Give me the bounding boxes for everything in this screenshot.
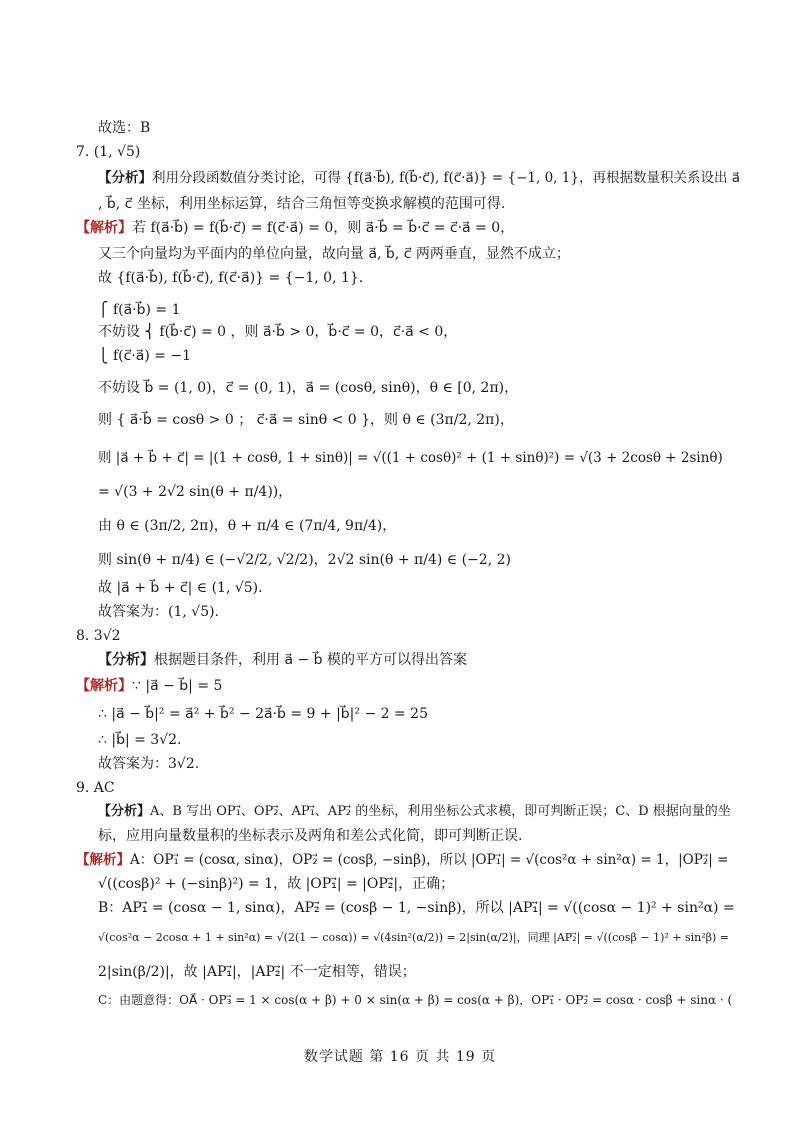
line-content: C：由题意得：OA⃗ · OP₃⃗ = 1 × cos(α + β) + 0 × sin(α + β) = cos(α + β)，OP₁⃗ · OP₂⃗ = cosα · cosβ + sinα · ( [98, 993, 733, 1007]
line-content: 又三个向量均为平面内的单位向量，故向量 a⃗, b⃗, c⃗ 两两垂直，显然不成立； [98, 246, 570, 262]
line-content: 若 f(a⃗·b⃗) = f(b⃗·c⃗) = f(c⃗·a⃗) = 0，则 a⃗·b⃗ = b⃗·c⃗ = c⃗·a⃗ = 0， [132, 220, 515, 236]
text-line [98, 826, 740, 846]
text-line [98, 516, 740, 536]
text-line [98, 378, 740, 398]
text-line [98, 346, 740, 366]
text-line [98, 244, 740, 264]
text-line [98, 990, 740, 1010]
section-tag: 【解析】 [76, 678, 132, 694]
line-content: 故 {f(a⃗·b⃗), f(b⃗·c⃗), f(c⃗·a⃗)} = {−1, 0, 1}. [98, 270, 364, 286]
text-line [98, 754, 740, 774]
text-line [98, 962, 740, 982]
line-content: ⎧ f(a⃗·b⃗) = 1 [98, 302, 181, 318]
text-line [98, 194, 740, 214]
text-line [98, 322, 740, 342]
section-tag: 【分析】 [98, 804, 151, 819]
text-line [98, 874, 740, 894]
line-content: , b⃗, c⃗ 坐标，利用坐标运算，结合三角恒等变换求解模的范围可得. [98, 196, 506, 212]
line-content: 故答案为：3√2. [98, 756, 200, 772]
section-tag: 【解析】 [76, 852, 130, 868]
section-tag: 【分析】 [98, 652, 154, 668]
line-content: 2|sin(β/2)|，故 |AP₁⃗|，|AP₂⃗| 不一定相等，错误； [98, 964, 416, 980]
line-content: ∴ |a⃗ − b⃗|² = a⃗² + b⃗² − 2a⃗·b⃗ = 9 + |b⃗|² − 2 = 25 [98, 706, 428, 722]
line-content: 故 |a⃗ + b⃗ + c⃗| ∈ (1, √5). [98, 580, 263, 596]
text-line [98, 300, 740, 320]
text-line [98, 268, 740, 288]
text-line [98, 550, 740, 570]
line-content: ∴ |b⃗| = 3√2. [98, 732, 182, 748]
text-line [76, 778, 740, 798]
line-content: 根据题目条件，利用 a⃗ − b⃗ 模的平方可以得出答案 [154, 652, 467, 668]
text-line [76, 676, 740, 696]
line-content: 由 θ ∈ (3π/2, 2π)，θ + π/4 ∈ (7π/4, 9π/4)， [98, 518, 397, 534]
line-content: = √(3 + 2√2 sin(θ + π/4))， [98, 484, 293, 500]
text-line [98, 928, 740, 948]
line-content: 则 |a⃗ + b⃗ + c⃗| = |(1 + cosθ, 1 + sinθ)| = √((1 + cosθ)² + (1 + sinθ)²) = √(3 + 2cosθ + 2sinθ) [98, 450, 723, 466]
line-content: 不妨设 ⎨ f(b⃗·c⃗) = 0 ，则 a⃗·b⃗ > 0，b⃗·c⃗ = 0，c⃗·a⃗ < 0， [98, 324, 458, 340]
text-line [98, 482, 740, 502]
line-content: 则 sin(θ + π/4) ∈ (−√2/2, √2/2)，2√2 sin(θ + π/4) ∈ (−2, 2) [98, 552, 511, 568]
line-content: B：AP₁⃗ = (cosα − 1, sinα)，AP₂⃗ = (cosβ − 1, −sinβ)，所以 |AP₁⃗| = √((cosα − 1)² + sin²α) = [98, 900, 735, 916]
line-content: 9. AC [76, 780, 115, 796]
text-line [98, 410, 740, 430]
line-content: 故选：B [98, 120, 151, 136]
line-content: ⎩ f(c⃗·a⃗) = −1 [98, 348, 192, 364]
section-tag: 【解析】 [76, 220, 132, 236]
line-content: 8. 3√2 [76, 628, 121, 644]
line-content: 故答案为：(1, √5). [98, 604, 220, 620]
line-content: √((cosβ)² + (−sinβ)²) = 1，故 |OP₁⃗| = |OP₂⃗|，正确； [98, 876, 455, 892]
text-line [98, 118, 740, 138]
text-line [98, 168, 740, 188]
text-line [98, 730, 740, 750]
text-line [98, 802, 740, 822]
text-line [98, 898, 740, 918]
line-content: A：OP₁⃗ = (cosα, sinα)，OP₂⃗ = (cosβ, −sinβ)，所以 |OP₁⃗| = √(cos²α + sin²α) = 1，|OP₂⃗| = [130, 852, 729, 868]
text-line [98, 578, 740, 598]
section-tag: 【分析】 [98, 170, 152, 186]
text-line [76, 218, 740, 238]
text-line [98, 704, 740, 724]
line-content: 7. (1, √5) [76, 144, 141, 160]
text-line [76, 626, 740, 646]
text-line [76, 850, 740, 870]
page-footer: 数学试题 第 16 页 共 19 页 [303, 1049, 497, 1065]
text-line [98, 650, 740, 670]
text-line [76, 142, 740, 162]
line-content: A、B 写出 OP₁⃗、OP₂⃗、AP₁⃗、AP₂⃗ 的坐标，利用坐标公式求模，即可判断正误；C、D 根据向量的坐 [150, 804, 731, 819]
line-content: 利用分段函数值分类讨论，可得 {f(a⃗·b⃗), f(b⃗·c⃗), f(c⃗·a⃗)} = {−1, 0, 1}，再根据数量积关系设出 a⃗ [152, 170, 741, 186]
text-line [98, 602, 740, 622]
line-content: 标，应用向量数量积的坐标表示及两角和差公式化简，即可判断正误. [98, 828, 523, 844]
text-line [98, 448, 740, 468]
line-content: 则 { a⃗·b⃗ = cosθ > 0 ； c⃗·a⃗ = sinθ < 0 }，则 θ ∈ (3π/2, 2π)， [98, 412, 514, 428]
line-content: 不妨设 b⃗ = (1, 0)，c⃗ = (0, 1)，a⃗ = (cosθ, sinθ)，θ ∈ [0, 2π)， [98, 380, 519, 396]
line-content: ∵ |a⃗ − b⃗| = 5 [132, 678, 223, 694]
line-content: √(cos²α − 2cosα + 1 + sin²α) = √(2(1 − cosα)) = √(4sin²(α/2)) = 2|sin(α/2)|，同理 |AP₂⃗| = √((cosβ − 1)² + sin²β) = [98, 931, 730, 944]
